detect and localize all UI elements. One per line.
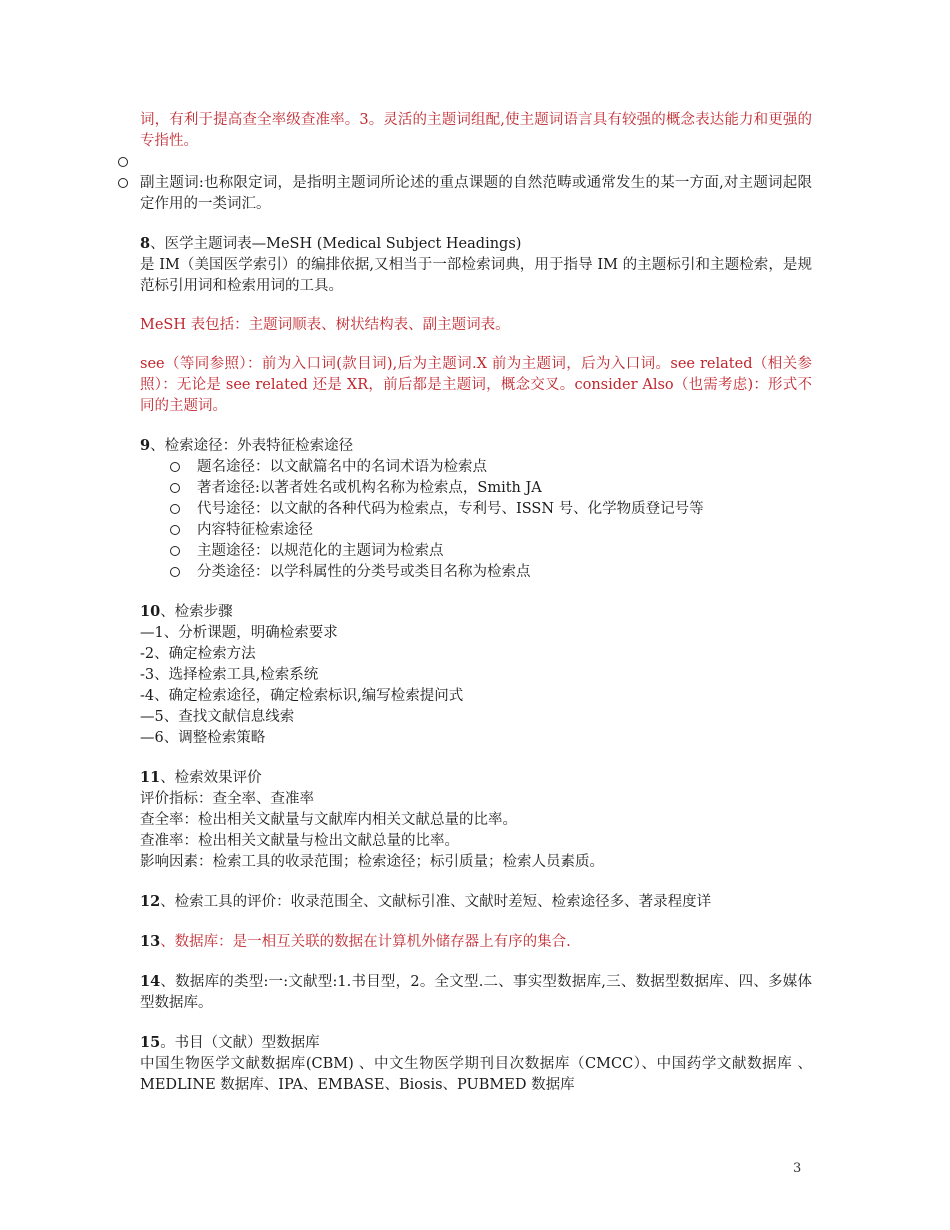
step-line: -3、选择检索工具,检索系统 <box>140 667 319 683</box>
section-text: 、数据库：是一相互关联的数据在计算机外储存器上有序的集合. <box>160 934 571 950</box>
section-15-body: 中国生物医学文献数据库(CBM) 、中文生物医学期刊目次数据库（CMCC）、中国药学文献数据库 、MEDLINE 数据库、IPA、EMBASE、Biosis、PUBMED 数据库 <box>140 1056 812 1093</box>
search-path-list <box>140 457 812 583</box>
section-number: 15 <box>140 1034 161 1051</box>
step-line: —6、调整检索策略 <box>140 730 266 746</box>
bullet-circle-icon <box>170 546 180 556</box>
list-item: 代号途径：以文献的各种代码为检索点，专利号、ISSN 号、化学物质登记号等 <box>140 499 812 520</box>
section-9-heading <box>140 435 812 457</box>
section-15-heading <box>140 1032 812 1054</box>
section-title: 、检索效果评价 <box>160 770 262 786</box>
bullet-circle-icon <box>118 157 128 167</box>
step-line: —1、分析课题，明确检索要求 <box>140 625 338 641</box>
section-number: 8 <box>140 235 151 252</box>
section-14 <box>140 971 812 1014</box>
list-item: 内容特征检索途径 <box>140 520 812 541</box>
list-item: 著者途径:以著者姓名或机构名称为检索点，Smith JA <box>140 478 812 499</box>
step-line: -2、确定检索方法 <box>140 646 256 662</box>
section-number: 10 <box>140 603 161 620</box>
page-content <box>140 110 812 1096</box>
step-line: —5、查找文献信息线索 <box>140 709 295 725</box>
mesh-contents: MeSH 表包括：主题词顺表、树状结构表、副主题词表。 <box>140 317 510 333</box>
section-title: 、检索步骤 <box>160 604 233 620</box>
step-line: -4、确定检索途径，确定检索标识,编写检索提问式 <box>140 688 464 704</box>
section-12 <box>140 891 812 913</box>
list-item: 主题途径：以规范化的主题词为检索点 <box>140 541 812 562</box>
bullet-circle-icon <box>170 483 180 493</box>
section-number: 14 <box>140 973 161 990</box>
section-title: 、检索途径：外表特征检索途径 <box>150 438 354 454</box>
intro-paragraph: 词，有利于提高查全率级查准率。3。灵活的主题词组配,使主题词语言具有较强的概念表达能力和更强的专指性。 <box>140 112 812 149</box>
section-11-heading <box>140 767 812 789</box>
section-number: 12 <box>140 893 161 910</box>
subheading-item <box>140 173 812 215</box>
section-number: 11 <box>140 769 161 786</box>
bullet-circle-icon <box>118 178 128 188</box>
section-number: 13 <box>140 933 161 950</box>
page-number: 3 <box>793 1161 802 1176</box>
list-item: 分类途径：以学科属性的分类号或类目名称为检索点 <box>140 562 812 583</box>
section-8-body: 是 IM（美国医学索引）的编排依据,又相当于一部检索词典，用于指导 IM 的主题标引和主题检索，是规范标引用词和检索用词的工具。 <box>140 257 812 294</box>
bullet-circle-icon <box>170 525 180 535</box>
section-title: 、医学主题词表—MeSH (Medical Subject Headings) <box>150 236 522 252</box>
subheading-definition: 副主题词:也称限定词，是指明主题词所论述的重点课题的自然范畴或通常发生的某一方面,对主题词起限定作用的一类词汇。 <box>140 175 812 212</box>
section-10-heading <box>140 601 812 623</box>
bullet-circle-icon <box>170 462 180 472</box>
section-8-heading <box>140 233 812 255</box>
list-item: 题名途径：以文献篇名中的名词术语为检索点 <box>140 457 812 478</box>
bullet-circle-icon <box>170 567 180 577</box>
section-13 <box>140 931 812 953</box>
section-text: 、检索工具的评价：收录范围全、文献标引准、文献时差短、检索途径多、著录程度详 <box>160 894 712 910</box>
evaluation-line: 影响因素：检索工具的收录范围；检索途径；标引质量；检索人员素质。 <box>140 854 604 870</box>
evaluation-line: 评价指标：查全率、查准率 <box>140 791 314 807</box>
evaluation-line: 查准率：检出相关文献量与检出文献总量的比率。 <box>140 833 459 849</box>
bullet-circle-icon <box>170 504 180 514</box>
section-number: 9 <box>140 437 151 454</box>
section-text: 、数据库的类型:一:文献型:1.书目型，2。全文型.二、事实型数据库,三、数据型数据库、四、多媒体型数据库。 <box>140 974 812 1011</box>
evaluation-line: 查全率：检出相关文献量与文献库内相关文献总量的比率。 <box>140 812 517 828</box>
see-reference-note: see（等同参照）：前为入口词(款目词),后为主题词.X 前为主题词，后为入口词。see related（相关参照）：无论是 see related 还是 XR，前后都是主题词，概念交叉。consider Also（也需考虑)：形式不同的主题词。 <box>140 356 812 414</box>
section-title: 。书目（文献）型数据库 <box>160 1035 320 1051</box>
